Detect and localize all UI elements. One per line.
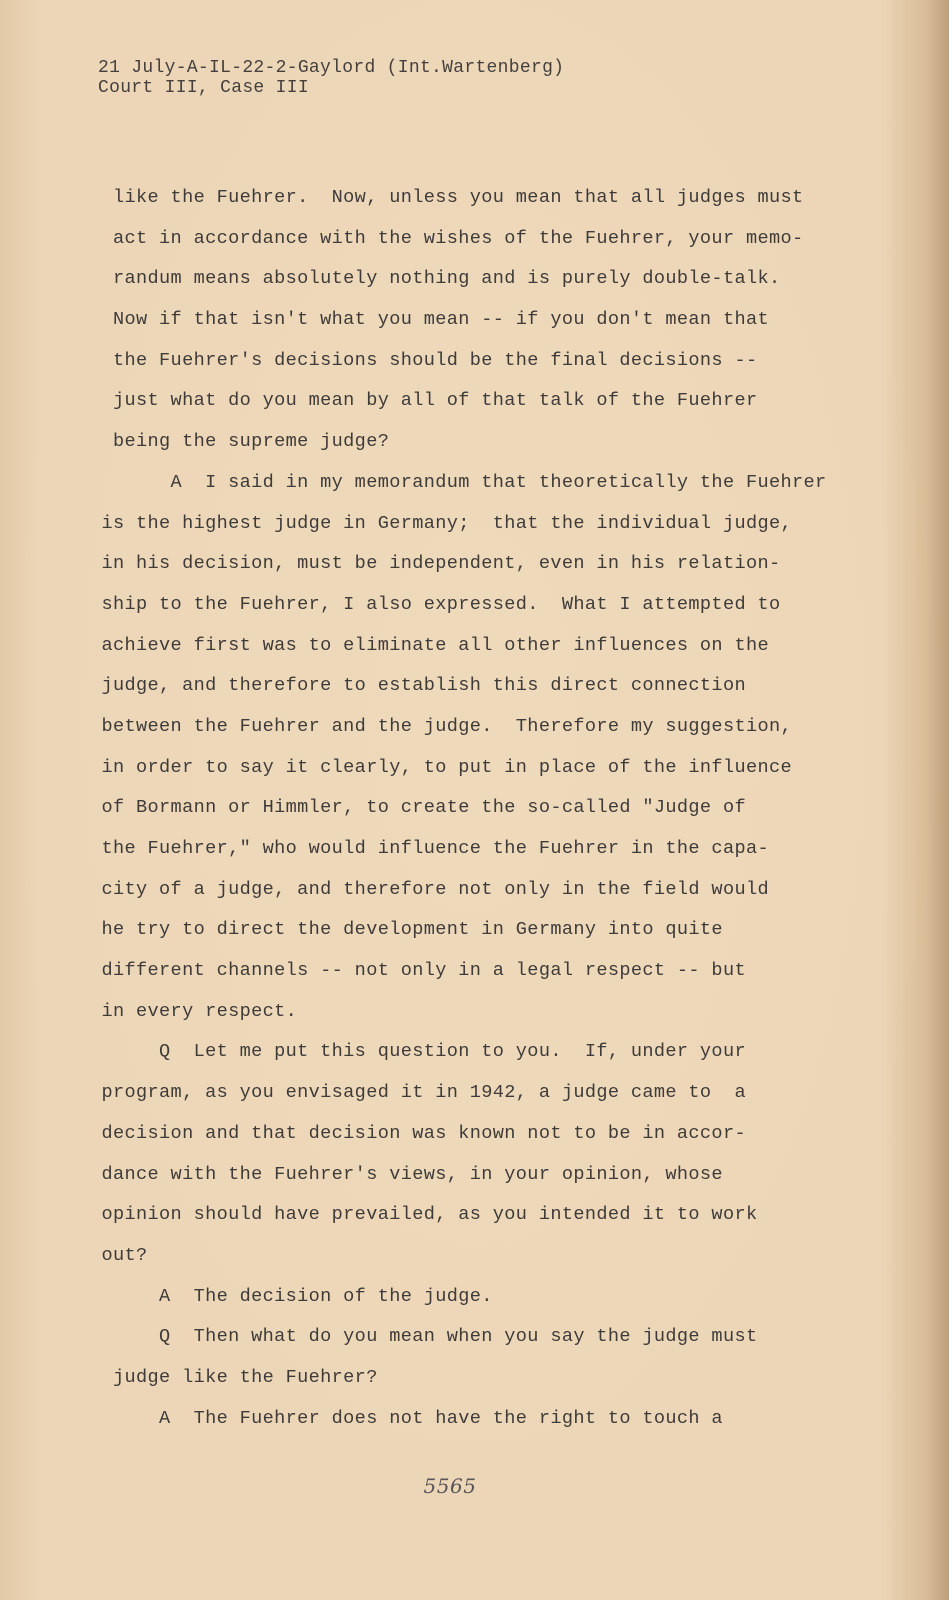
transcript-line: A The Fuehrer does not have the right to touch a bbox=[90, 1407, 723, 1429]
transcript-line: the Fuehrer," who would influence the Fuehrer in the capa- bbox=[90, 838, 769, 859]
transcript-line: dance with the Fuehrer's views, in your opinion, whose bbox=[90, 1163, 723, 1185]
transcript-line: out? bbox=[90, 1244, 148, 1266]
transcript-line: being the supreme judge? bbox=[90, 431, 390, 453]
transcript-line: ship to the Fuehrer, I also expressed. What I attempted to bbox=[90, 593, 781, 615]
transcript-body bbox=[90, 178, 850, 1439]
page-edge-shadow bbox=[927, 0, 949, 1600]
transcript-line: Q Let me put this question to you. If, under your bbox=[90, 1041, 746, 1063]
transcript-line: like the Fuehrer. Now, unless you mean that all judges must bbox=[90, 187, 804, 208]
transcript-line: judge, and therefore to establish this direct connection bbox=[90, 675, 746, 697]
transcript-line: judge like the Fuehrer? bbox=[90, 1366, 378, 1388]
transcript-line: A The decision of the judge. bbox=[90, 1285, 493, 1307]
transcript-line: the Fuehrer's decisions should be the final decisions -- bbox=[90, 349, 758, 371]
transcript-line: he try to direct the development in Germany into quite bbox=[90, 919, 723, 941]
transcript-line: program, as you envisaged it in 1942, a judge came to a bbox=[90, 1082, 746, 1104]
page-number: 5565 bbox=[423, 1474, 477, 1498]
transcript-line: just what do you mean by all of that talk of the Fuehrer bbox=[90, 390, 758, 412]
transcript-line: achieve first was to eliminate all other influences on the bbox=[90, 634, 769, 656]
transcript-line: opinion should have prevailed, as you intended it to work bbox=[90, 1204, 758, 1226]
transcript-line: Q Then what do you mean when you say the judge must bbox=[90, 1326, 758, 1348]
header-reference-line: 21 July-A-IL-22-2-Gaylord (Int.Wartenberg) bbox=[98, 58, 565, 78]
transcript-line: decision and that decision was known not to be in accor- bbox=[90, 1122, 746, 1144]
transcript-line: different channels -- not only in a legal respect -- but bbox=[90, 960, 746, 982]
transcript-line: in order to say it clearly, to put in place of the influence bbox=[90, 756, 792, 778]
transcript-line: act in accordance with the wishes of the Fuehrer, your memo- bbox=[90, 227, 804, 249]
header-court-line: Court III, Case III bbox=[98, 78, 309, 98]
transcript-line: A I said in my memorandum that theoretically the Fuehrer bbox=[90, 471, 827, 493]
transcript-line: between the Fuehrer and the judge. Therefore my suggestion, bbox=[90, 715, 792, 737]
transcript-line: randum means absolutely nothing and is purely double-talk. bbox=[90, 268, 781, 290]
transcript-line: Now if that isn't what you mean -- if you don't mean that bbox=[90, 309, 769, 331]
transcript-line: city of a judge, and therefore not only in the field would bbox=[90, 878, 769, 900]
transcript-line: of Bormann or Himmler, to create the so-called "Judge of bbox=[90, 797, 746, 819]
transcript-line: in every respect. bbox=[90, 1000, 298, 1022]
transcript-line: in his decision, must be independent, even in his relation- bbox=[90, 553, 781, 575]
transcript-line: is the highest judge in Germany; that the individual judge, bbox=[90, 512, 792, 534]
document-header bbox=[98, 58, 564, 98]
